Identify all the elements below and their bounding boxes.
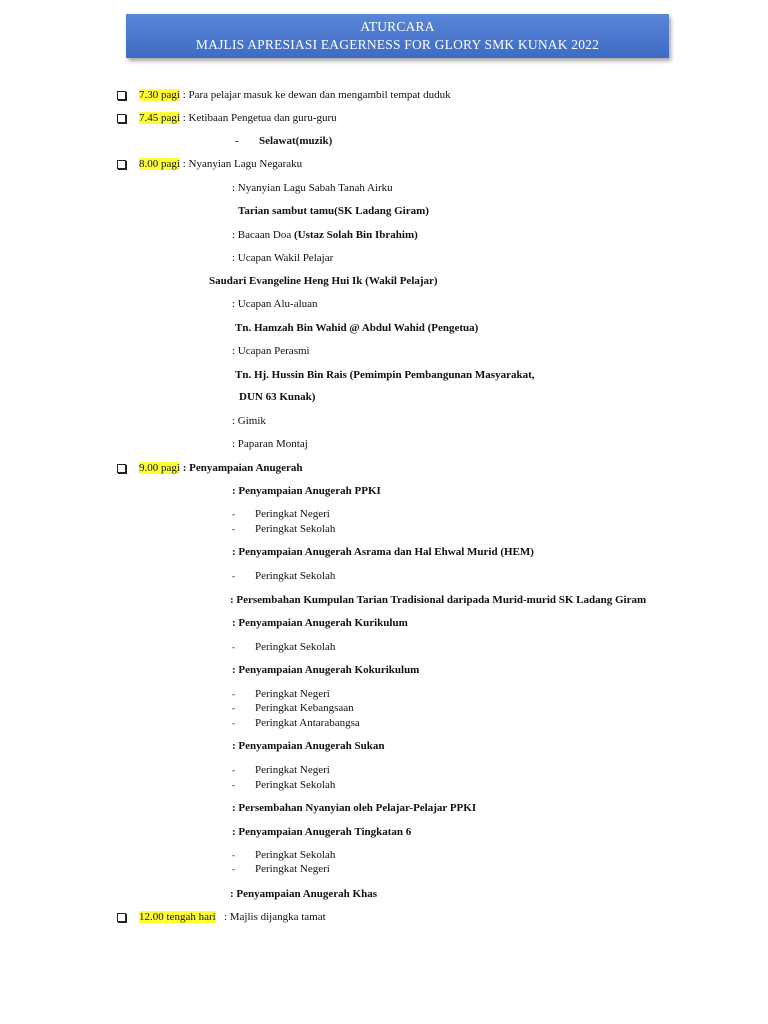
schedule-item-0745 xyxy=(139,111,337,125)
list-item: Peringkat Negeri xyxy=(255,508,330,520)
bullet-dash: - xyxy=(232,765,235,775)
alu-name-line xyxy=(235,321,478,335)
bullet-dash: - xyxy=(232,718,235,728)
tarian-tradisional-heading xyxy=(230,593,646,607)
sukan-text: : Penyampaian Anugerah Sukan xyxy=(232,740,385,752)
alu-label: : Ucapan Alu-aluan xyxy=(232,298,318,310)
list-item: Peringkat Kebangsaan xyxy=(255,702,354,714)
bullet-dash: - xyxy=(232,689,235,699)
checkbox-icon xyxy=(117,160,126,169)
montaj-line: : Paparan Montaj xyxy=(232,438,308,450)
gimik-line: : Gimik xyxy=(232,415,266,427)
doa-line xyxy=(232,228,418,242)
perasmi-name-line-2 xyxy=(239,390,315,404)
wakil-name-line xyxy=(209,274,438,288)
kokurikulum-text: : Penyampaian Anugerah Kokurikulum xyxy=(232,664,420,676)
schedule-item-0900 xyxy=(139,461,303,475)
list-item: Peringkat Sekolah xyxy=(255,779,336,791)
alu-name: Tn. Hamzah Bin Wahid @ Abdul Wahid (Pengetua) xyxy=(235,322,479,334)
title-line-1: ATURCARA xyxy=(360,19,435,34)
item-text: : Para pelajar masuk ke dewan dan mengambil tempat duduk xyxy=(179,89,451,101)
bullet-dash: - xyxy=(232,780,235,790)
tarian-text: Tarian sambut tamu(SK Ladang Giram) xyxy=(238,205,429,217)
tingkatan6-text: : Penyampaian Anugerah Tingkatan 6 xyxy=(232,826,412,838)
checkbox-icon xyxy=(117,91,126,100)
checkbox-icon xyxy=(117,913,126,922)
ppki-heading xyxy=(232,484,381,498)
wakil-label: : Ucapan Wakil Pelajar xyxy=(232,252,334,264)
wakil-name: Saudari Evangeline Heng Hui Ik (Wakil Pelajar) xyxy=(209,275,438,287)
list-item: Peringkat Antarabangsa xyxy=(255,717,360,729)
hem-heading xyxy=(232,545,534,559)
perasmi-label: : Ucapan Perasmi xyxy=(232,345,310,357)
khas-heading xyxy=(230,887,377,901)
bullet-dash: - xyxy=(232,524,235,534)
sabah-line: : Nyanyian Lagu Sabah Tanah Airku xyxy=(232,182,393,194)
title-line-2: MAJLIS APRESIASI EAGERNESS FOR GLORY SMK KUNAK 2022 xyxy=(195,37,600,52)
ppki-text: : Penyampaian Anugerah PPKI xyxy=(232,485,381,497)
kurikulum-heading xyxy=(232,616,408,630)
kokurikulum-heading xyxy=(232,663,419,677)
doa-name: (Ustaz Solah Bin Ibrahim) xyxy=(294,229,418,241)
list-item: Peringkat Sekolah xyxy=(255,641,336,653)
time-highlight: 9.00 pagi xyxy=(139,462,180,474)
perasmi-name-2: DUN 63 Kunak) xyxy=(239,391,316,403)
bullet-dash: - xyxy=(232,509,235,519)
tarian-tradisional-text: : Persembahan Kumpulan Tarian Tradisional daripada Murid-murid SK Ladang Giram xyxy=(230,594,647,606)
item-sep: : xyxy=(179,462,190,474)
schedule-item-0730 xyxy=(139,88,451,102)
hem-text: : Penyampaian Anugerah Asrama dan Hal Ehwal Murid (HEM) xyxy=(232,546,534,558)
bullet-dash: - xyxy=(232,850,235,860)
selawat-line xyxy=(259,134,332,148)
time-highlight: 7.45 pagi xyxy=(139,112,180,124)
selawat-text: Selawat(muzik) xyxy=(259,135,333,147)
item-text: : Majlis dijangka tamat xyxy=(215,911,326,923)
kurikulum-text: : Penyampaian Anugerah Kurikulum xyxy=(232,617,408,629)
list-item: Peringkat Sekolah xyxy=(255,570,336,582)
item-text: : Ketibaan Pengetua dan guru-guru xyxy=(179,112,337,124)
list-item: Peringkat Negeri xyxy=(255,863,330,875)
perasmi-name-1: Tn. Hj. Hussin Bin Rais (Pemimpin Pembangunan Masyarakat, xyxy=(235,369,535,381)
list-item: Peringkat Negeri xyxy=(255,688,330,700)
tarian-line xyxy=(238,204,429,218)
list-item: Peringkat Negeri xyxy=(255,764,330,776)
time-highlight: 7.30 pagi xyxy=(139,89,180,101)
checkbox-icon xyxy=(117,114,126,123)
schedule-item-1200 xyxy=(139,910,326,924)
selawat-dash: - xyxy=(235,135,239,147)
perasmi-name-line-1 xyxy=(235,368,535,382)
nyanyian-ppki-text: : Persembahan Nyanyian oleh Pelajar-Pelajar PPKI xyxy=(232,802,477,814)
sukan-heading xyxy=(232,739,385,753)
schedule-item-0800 xyxy=(139,157,302,171)
bullet-dash: - xyxy=(232,642,235,652)
item-text: Penyampaian Anugerah xyxy=(189,462,303,474)
time-highlight: 8.00 pagi xyxy=(139,158,180,170)
bullet-dash: - xyxy=(232,703,235,713)
time-highlight: 12.00 tengah hari xyxy=(139,911,216,923)
title-banner xyxy=(126,14,669,58)
khas-text: : Penyampaian Anugerah Khas xyxy=(230,888,377,900)
nyanyian-ppki-heading xyxy=(232,801,476,815)
list-item: Peringkat Sekolah xyxy=(255,849,336,861)
list-item: Peringkat Sekolah xyxy=(255,523,336,535)
doa-label: : Bacaan Doa xyxy=(232,229,294,241)
tingkatan6-heading xyxy=(232,825,411,839)
item-text: : Nyanyian Lagu Negaraku xyxy=(179,158,303,170)
bullet-dash: - xyxy=(232,571,235,581)
checkbox-icon xyxy=(117,464,126,473)
bullet-dash: - xyxy=(232,864,235,874)
